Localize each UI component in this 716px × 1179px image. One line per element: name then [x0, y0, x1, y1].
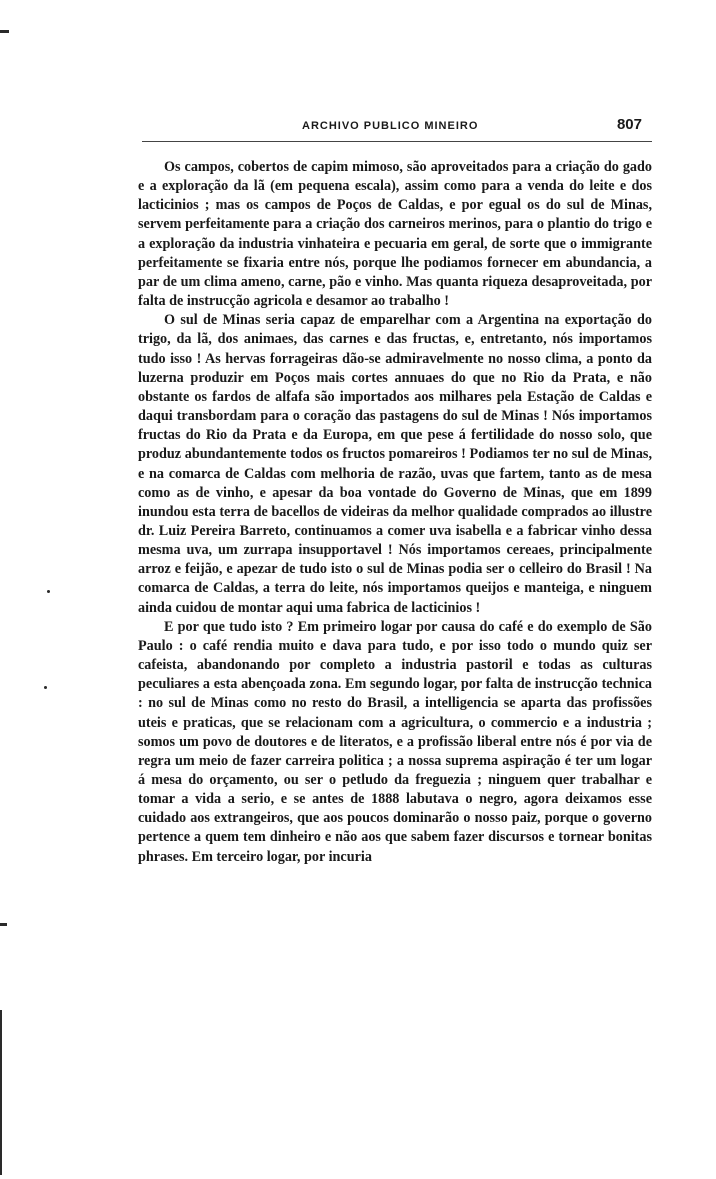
paragraph: Os campos, cobertos de capim mimoso, são aproveitados para a criação do gado e a exploração da lã (em pequena escala), assim como para a venda do leite e dos lacticinios ; mas os campos de Poços de Caldas, e por egual os do sul de Minas, servem perfeitamente para a criação dos carneiros merinos, para o plantio do trigo e a exploração da industria vinhateira e pecuaria em geral, de sorte que o immigrante perfeitamente se fixaria entre nós, porque lhe podiamos fornecer em abundancia, a par de um clima ameno, carne, pão e vinho. Mas quanta riqueza desaproveitada, por falta de instrucção agricola e desamor ao trabalho !	[138, 159, 652, 310]
header-rule	[142, 141, 652, 142]
body-text	[138, 158, 652, 867]
running-head: ARCHIVO PUBLICO MINEIRO	[302, 120, 479, 132]
scan-dot-left-lower	[44, 686, 47, 689]
scan-edge-mark-middle	[0, 923, 7, 926]
page-header	[142, 116, 652, 138]
scan-edge-mark-top	[0, 30, 9, 33]
paragraph: E por que tudo isto ? Em primeiro logar por causa do café e do exemplo de São Paulo : o café rendia muito e dava para tudo, e por isso todo o mundo quiz ser cafeista, abandonando por completo a industria pastoril e todas as culturas peculiares a esta abençoada zona. Em segundo logar, por falta de instrucção technica : no sul de Minas como no resto do Brasil, a intelligencia se aparta das profissões uteis e praticas, que se relacionam com a agricultura, o commercio e a industria ; somos um povo de doutores e de literatos, e a profissão liberal entre nós é por via de regra um meio de fazer carreira politica ; a nossa suprema aspiração é ter um logar á mesa do orçamento, ou ser o petludo da freguezia ; ninguem quer trabalhar e tomar a vida a serio, e se antes de 1888 labutava o negro, agora deixamos esse cuidado aos extrangeiros, que aos poucos dominarão o nosso paiz, porque o governo pertence a quem tem dinheiro e não aos que sabem fazer discursos e tornear bonitas phrases. Em terceiro logar, por incuria	[138, 618, 652, 865]
page-number: 807	[616, 116, 642, 133]
scan-edge-line-bottom	[0, 1010, 2, 1175]
paragraph: O sul de Minas seria capaz de emparelhar com a Argentina na exportação do trigo, da lã, dos animaes, das carnes e das fructas, e, entretanto, nós importamos tudo isso ! As hervas forrageiras dão-se admiravelmente no nosso clima, a ponto da luzerna produzir em Poços mais cortes annuaes do que no Rio da Prata, e não obstante os fardos de alfafa são importados aos milhares pela Estação de Caldas e daqui transbordam para o coração das pastagens do sul de Minas ! Nós importamos fructas do Rio da Prata e da Europa, em que pese á fertilidade do nosso solo, que produz abundantemente todos os fructos pomareiros ! Podiamos ter no sul de Minas, e na comarca de Caldas com melhoria de razão, uvas que fartem, tanto as de mesa como as de vinho, e apesar da boa vontade do Governo de Minas, que em 1899 inundou esta terra de bacellos de videiras da melhor qualidade comprados ao illustre dr. Luiz Pereira Barreto, continuamos a comer uva isabella e a fabricar vinho dessa mesma uva, um zurrapa insupportavel ! Nós importamos cereaes, principalmente arroz e feijão, e apezar de tudo isto o sul de Minas podia ser o celleiro do Brasil ! Na comarca de Caldas, a terra do leite, nós importamos queijos e manteiga, e ninguem ainda cuidou de montar aqui uma fabrica de lacticinios !	[138, 312, 652, 616]
scan-dot-left	[47, 590, 50, 593]
